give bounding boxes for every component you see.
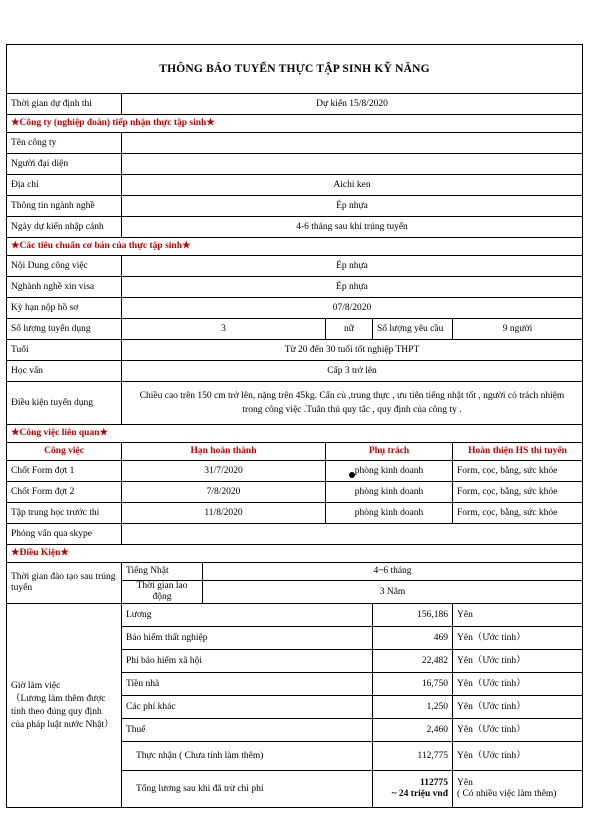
recruit-qty-label: Số lượng tuyển dụng <box>7 319 122 340</box>
bullet-dot-icon <box>349 472 355 478</box>
section-work-heading: ★Công việc liên quan★ <box>7 425 583 443</box>
labor-period-value: 3 Năm <box>203 581 583 604</box>
conditions-label: Điều kiện tuyển dụng <box>7 382 122 425</box>
work-docs: Form, cọc, bằng, sức khỏe <box>453 503 583 524</box>
training-label: Thời gian đào tạo sau trúng tuyển <box>7 563 122 604</box>
salary-label: Thuế <box>122 719 373 742</box>
work-docs: Form, cọc, bằng, sức khỏe <box>453 482 583 503</box>
job-content-value: Ép nhựa <box>122 256 583 277</box>
salary-amount: 22,482 <box>373 650 453 673</box>
recruit-qty-value: 3 <box>122 319 326 340</box>
total-amount-cell <box>373 771 453 808</box>
industry-label: Thông tin ngành nghề <box>7 196 122 217</box>
labor-period-label: Thời gian lao động <box>122 581 203 604</box>
deadline-label: Kỳ hạn nộp hồ sơ <box>7 298 122 319</box>
work-task: Chốt Form đợt 1 <box>7 461 122 482</box>
entry-date-value: 4-6 tháng sau khi trúng tuyển <box>122 217 583 238</box>
salary-amount: 156,186 <box>373 604 453 627</box>
visa-label: Nghành nghề xin visa <box>7 277 122 298</box>
required-qty-value: 9 người <box>453 319 583 340</box>
age-label: Tuổi <box>7 340 122 361</box>
entry-date-label: Ngày dự kiến nhập cảnh <box>7 217 122 238</box>
company-name-label: Tên công ty <box>7 133 122 154</box>
salary-unit: Yên（Ước tính） <box>453 696 583 719</box>
net-salary-label: Thực nhận ( Chưa tính làm thêm) <box>122 742 373 771</box>
required-qty-label: Số lượng yêu cầu <box>373 319 453 340</box>
address-value: Aichi ken <box>122 175 583 196</box>
work-row-blank <box>122 524 583 545</box>
work-deadline: 7/8/2020 <box>122 482 326 503</box>
table-row <box>7 461 583 482</box>
gender-value: nữ <box>326 319 373 340</box>
visa-value: Ép nhựa <box>122 277 583 298</box>
work-task: Tập trung học trước thi <box>7 503 122 524</box>
japanese-label: Tiếng Nhật <box>122 563 203 581</box>
table-row <box>7 482 583 503</box>
salary-label: Lương <box>122 604 373 627</box>
representative-label: Người đại diện <box>7 154 122 175</box>
work-owner-cell <box>326 461 453 482</box>
total-amount: 112775 <box>420 778 448 788</box>
salary-unit: Yên（Ước tính） <box>453 719 583 742</box>
education-label: Học vấn <box>7 361 122 382</box>
work-header-docs: Hoàn thiện HS thi tuyển <box>453 443 583 461</box>
net-salary-amount: 112,775 <box>373 742 453 771</box>
work-deadline: 31/7/2020 <box>122 461 326 482</box>
salary-amount: 1,250 <box>373 696 453 719</box>
work-task: Chốt Form đợt 2 <box>7 482 122 503</box>
total-note: ( Có nhiều việc làm thêm) <box>457 789 557 799</box>
salary-label: Các phí khác <box>122 696 373 719</box>
salary-row <box>7 604 583 627</box>
company-name-value <box>122 133 583 154</box>
section-criteria-heading: ★Các tiêu chuẩn cơ bản của thực tập sinh★ <box>7 238 583 256</box>
japanese-value: 4~6 tháng <box>203 563 583 581</box>
salary-unit: Yên <box>453 604 583 627</box>
salary-amount: 469 <box>373 627 453 650</box>
table-row <box>7 524 583 545</box>
table-row <box>7 503 583 524</box>
working-hours-label: Giờ làm việc （Lương làm thêm được tính theo đúng quy định của pháp luật nước Nhật） <box>7 604 122 808</box>
salary-amount: 2,460 <box>373 719 453 742</box>
work-owner: phòng kinh doanh <box>354 465 424 476</box>
work-owner: phòng kinh doanh <box>326 503 453 524</box>
exam-label: Thời gian dự định thi <box>7 94 122 115</box>
deadline-value: 07/8/2020 <box>122 298 583 319</box>
exam-value: Dự kiến 15/8/2020 <box>122 94 583 115</box>
job-content-label: Nội Dung công việc <box>7 256 122 277</box>
salary-unit: Yên（Ước tính） <box>453 627 583 650</box>
net-salary-unit: Yên（Ước tính） <box>453 742 583 771</box>
salary-amount: 16,750 <box>373 673 453 696</box>
work-deadline: 11/8/2020 <box>122 503 326 524</box>
salary-label: Bảo hiểm thất nghiệp <box>122 627 373 650</box>
salary-unit: Yên（Ước tính） <box>453 650 583 673</box>
industry-value: Ép nhựa <box>122 196 583 217</box>
work-header-task: Công việc <box>7 443 122 461</box>
address-label: Địa chỉ <box>7 175 122 196</box>
salary-unit: Yên（Ước tính） <box>453 673 583 696</box>
age-value: Từ 20 đến 30 tuổi tốt nghiệp THPT <box>122 340 583 361</box>
work-header-owner: Phụ trách <box>326 443 453 461</box>
total-unit-cell <box>453 771 583 808</box>
salary-label: Phí bảo hiểm xã hội <box>122 650 373 673</box>
total-amount-vnd: ~ 24 triệu vnđ <box>391 789 448 799</box>
work-owner: phòng kinh doanh <box>326 482 453 503</box>
notice-table <box>6 44 583 808</box>
conditions-value: Chiều cao trên 150 cm trở lên, nặng trên 45kg. Cẩn cù ,trung thực , ưu tiên tiếng nhật tốt , người có trách nhiệm trong công việc .Tuân thủ quy tắc , quy định của công ty . <box>122 382 583 425</box>
work-header-deadline: Hạn hoàn thành <box>122 443 326 461</box>
education-value: Cấp 3 trở lên <box>122 361 583 382</box>
work-docs: Form, cọc, bằng, sức khỏe <box>453 461 583 482</box>
total-label: Tổng lương sau khi đã trừ chi phí <box>122 771 373 808</box>
section-company-heading: ★Công ty (nghiệp đoàn) tiếp nhận thực tập sinh★ <box>7 115 583 133</box>
job-notice-document <box>6 44 582 808</box>
representative-value <box>122 154 583 175</box>
document-title: THÔNG BÁO TUYỂN THỰC TẬP SINH KỸ NĂNG <box>7 45 583 94</box>
salary-label: Tiền nhà <box>122 673 373 696</box>
work-task: Phỏng vấn qua skype <box>7 524 122 545</box>
total-unit: Yên <box>457 778 473 788</box>
section-conditions-heading: ★Điều Kiện★ <box>7 545 583 563</box>
